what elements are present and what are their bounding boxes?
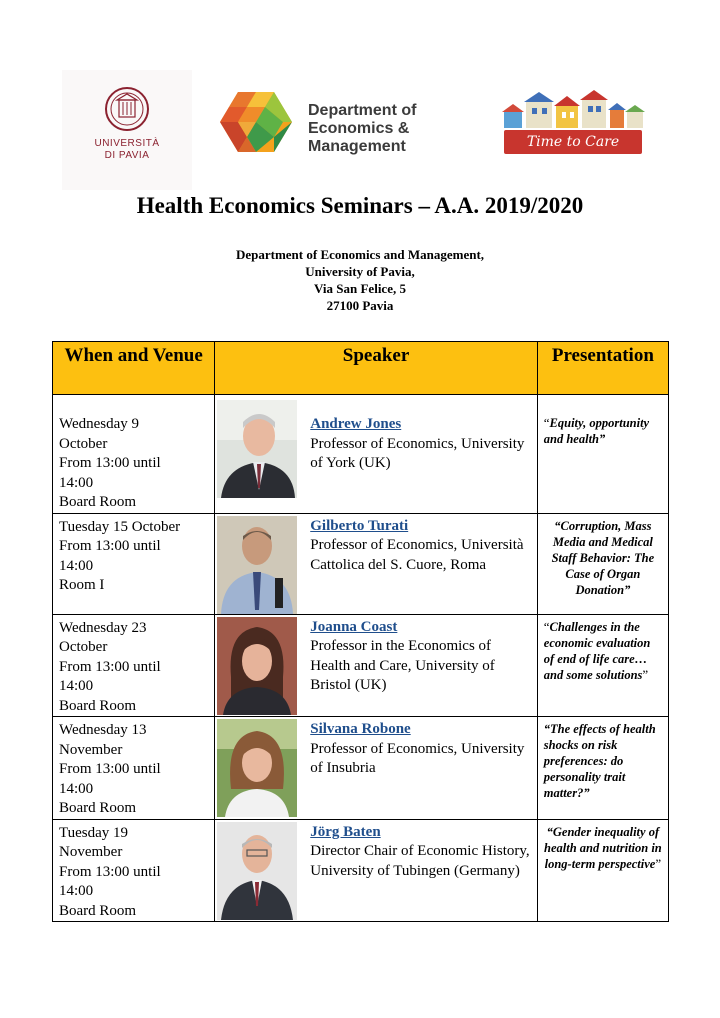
presentation-cell: “Challenges in the economic evaluation of end of life care… and some solutions”: [537, 614, 668, 717]
speaker-role: Director Chair of Economic History, University of Tubingen (Germany): [310, 843, 530, 879]
university-of-pavia-logo: [62, 70, 192, 190]
table-row: [53, 395, 669, 514]
address-line: 27100 Pavia: [326, 298, 394, 313]
presentation-title: “Gender inequality of health and nutrition in long-term perspective: [544, 824, 662, 871]
university-seal-icon: [104, 86, 150, 132]
hexagon-logo-icon: [220, 90, 292, 154]
presentation-cell: [537, 513, 668, 614]
dem-line-2: Economics &: [308, 120, 410, 137]
page-title: Health Economics Seminars – A.A. 2019/2020: [136, 193, 584, 218]
when-venue-cell: Wednesday 9 October From 13:00 until 14:00 Board Room: [53, 395, 215, 514]
speaker-name-link[interactable]: Andrew Jones: [310, 416, 402, 432]
time-to-care-logo: [500, 90, 645, 158]
time-to-care-banner: Time to Care: [504, 130, 642, 154]
speaker-cell: [215, 614, 538, 717]
dem-line-3: Management: [308, 138, 406, 155]
speaker-cell: [215, 717, 538, 820]
speaker-name-link[interactable]: Jörg Baten: [310, 823, 381, 840]
speaker-role: Professor in the Economics of Health and Care, University of Bristol (UK): [310, 638, 495, 693]
presentation-cell: “Gender inequality of health and nutrition in long-term perspective”: [537, 819, 668, 922]
when-venue-cell: Wednesday 13 November From 13:00 until 14:00 Board Room: [53, 717, 215, 820]
table-row: [53, 717, 669, 820]
speaker-name-link[interactable]: Silvana Robone: [310, 721, 411, 737]
dem-line-1: Department of: [308, 102, 417, 119]
speaker-role: Professor of Economics, Università Cattolica del S. Cuore, Roma: [310, 537, 524, 573]
department-logo: [220, 90, 440, 155]
seminar-table: [52, 341, 669, 922]
table-row: [53, 513, 669, 614]
header-presentation: Presentation: [537, 342, 668, 395]
header-speaker: Speaker: [215, 342, 538, 395]
speaker-cell: [215, 819, 538, 922]
presentation-title: Equity, opportunity and health”: [543, 416, 650, 446]
when-venue-cell: Wednesday 23 October From 13:00 until 14:00 Board Room: [53, 614, 215, 717]
unipv-line-2: DI PAVIA: [104, 150, 150, 161]
address-block: [0, 246, 720, 314]
address-line: Department of Economics and Management,: [235, 247, 485, 262]
header-when-venue: When and Venue: [53, 342, 215, 395]
speaker-photo: [217, 516, 297, 614]
presentation-title: “Corruption, Mass Media and Medical Staff Behavior: The Case of Organ Donation”: [551, 518, 655, 597]
speaker-role: Professor of Economics, University of Insubria: [310, 740, 525, 776]
speaker-photo: [217, 822, 297, 920]
presentation-cell: [537, 717, 668, 820]
speaker-photo: [217, 719, 297, 817]
speaker-photo: [217, 400, 297, 498]
table-row: [53, 819, 669, 922]
address-line: University of Pavia,: [305, 264, 415, 279]
presentation-title: “The effects of health shocks on risk preferences: do personality trait matter?”: [543, 722, 656, 800]
speaker-photo: [217, 617, 297, 715]
speaker-name-link[interactable]: Joanna Coast: [310, 618, 398, 635]
speaker-role: Professor of Economics, University of York (UK): [310, 435, 525, 471]
presentation-cell: “Equity, opportunity and health”: [537, 395, 668, 514]
table-row: [53, 614, 669, 717]
speaker-cell: [215, 513, 538, 614]
speaker-cell: [215, 395, 538, 514]
unipv-line-1: UNIVERSITÀ: [94, 138, 160, 149]
houses-icon: [500, 90, 645, 130]
address-line: Via San Felice, 5: [314, 281, 406, 296]
when-venue-cell: Tuesday 15 October From 13:00 until 14:00 Room I: [53, 513, 215, 614]
speaker-name-link[interactable]: Gilberto Turati: [310, 517, 409, 534]
when-venue-cell: Tuesday 19 November From 13:00 until 14:00 Board Room: [53, 819, 215, 922]
presentation-title: Challenges in the economic evaluation of end of life care… and some solutions: [543, 619, 651, 682]
table-header-row: [53, 342, 669, 395]
